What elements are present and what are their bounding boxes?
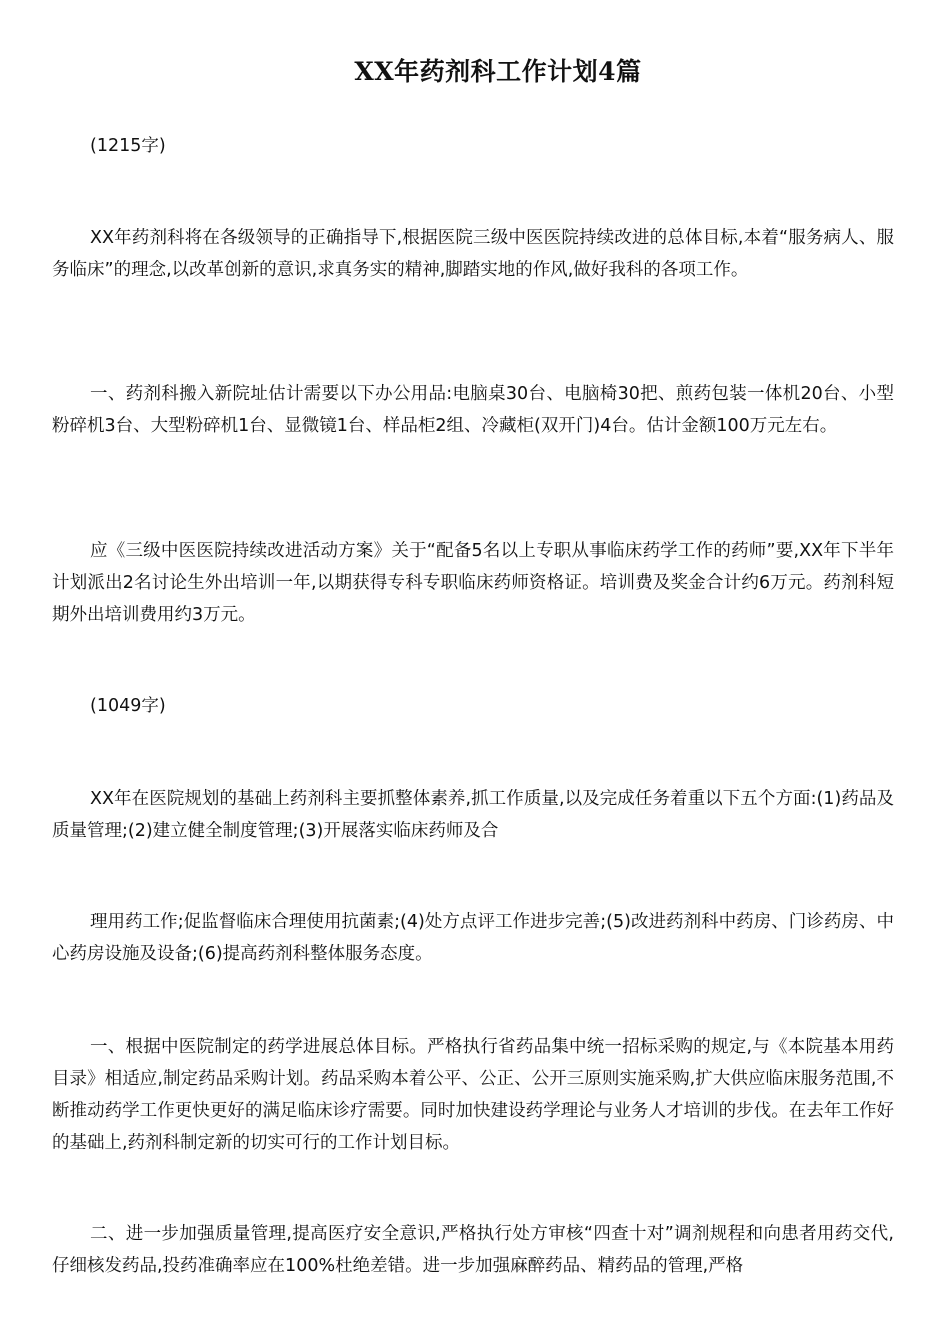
document-title: XX年药剂科工作计划4篇 [354,57,642,86]
five-aspects-paragraph: XX年在医院规划的基础上药剂科主要抓整体素养,抓工作质量,以及完成任务着重以下五个方面:(1)药品及质量管理;(2)建立健全制度管理;(3)开展落实临床药师及合 [52,789,894,841]
office-supplies-paragraph: 一、药剂科搬入新院址估计需要以下办公用品:电脑桌30台、电脑椅30把、煎药包装一体机20台、小型粉碎机3台、大型粉碎机1台、显微镜1台、样品柜2组、冷藏柜(双开门)4台。估计金额100万元左右。 [52,384,894,436]
training-paragraph: 应《三级中医医院持续改进活动方案》关于“配备5名以上专职从事临床药学工作的药师”要,XX年下半年计划派出2名讨论生外出培训一年,以期获得专科专职临床药师资格证。培训费及奖金合计约6万元。药剂科短期外出培训费用约3万元。 [52,541,894,625]
quality-management-paragraph: 二、进一步加强质量管理,提高医疗安全意识,严格执行处方审核“四查十对”调剂规程和向患者用药交代,仔细核发药品,投药准确率应在100%杜绝差错。进一步加强麻醉药品、精药品的管理,严格 [52,1224,894,1276]
procurement-paragraph: 一、根据中医院制定的药学进展总体目标。严格执行省药品集中统一招标采购的规定,与《本院基本用药目录》相适应,制定药品采购计划。药品采购本着公平、公正、公开三原则实施采购,扩大供应临床服务范围,不断推动药学工作更快更好的满足临床诊疗需要。同时加快建设药学理论与业务人才培训的步伐。在去年工作好的基础上,药剂科制定新的切实可行的工作计划目标。 [52,1037,894,1153]
rational-drug-use-paragraph: 理用药工作;促监督临床合理使用抗菌素;(4)处方点评工作进步完善;(5)改进药剂科中药房、门诊药房、中心药房设施及设备;(6)提高药剂科整体服务态度。 [52,912,894,964]
word-count-2: (1049字) [90,696,166,716]
word-count-1: (1215字) [90,136,166,156]
intro-paragraph: XX年药剂科将在各级领导的正确指导下,根据医院三级中医医院持续改进的总体目标,本着“服务病人、服务临床”的理念,以改革创新的意识,求真务实的精神,脚踏实地的作风,做好我科的各项工作。 [52,228,894,280]
